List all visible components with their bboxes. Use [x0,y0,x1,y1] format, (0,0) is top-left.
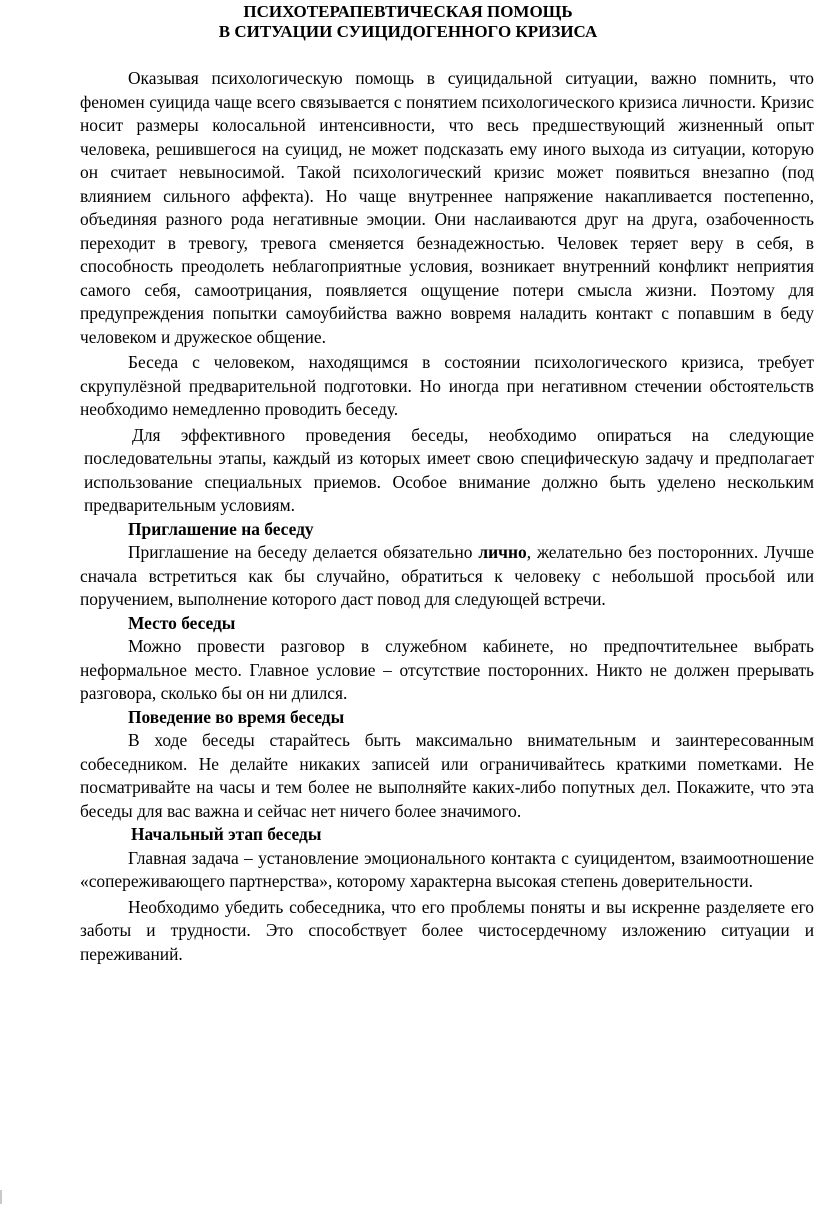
document-title-line-1: ПСИХОТЕРАПЕВТИЧЕСКАЯ ПОМОЩЬ [243,2,573,21]
edge-mark [0,1190,2,1204]
document-title-line-2: В СИТУАЦИИ СУИЦИДОГЕННОГО КРИЗИСА [218,22,598,41]
paragraph-empathy: Необходимо убедить собеседника, что его проблемы поняты и вы искренне разделяете его заботы и трудности. Это способствует более чистосердечному изложению ситуации и переживаний. [80,896,814,964]
heading-behavior: Поведение во время беседы [128,706,345,727]
document-body [80,67,814,966]
paragraph-stages: Для эффективного проведения беседы, необходимо опираться на следующие последовательны этапы, каждый из которых имеет свою специфическую задачу и предполагает использование специальных приемов. Особое внимание должно быть уделено нескольким предварительным условиям. [84,424,814,515]
heading-invitation: Приглашение на беседу [128,518,314,539]
heading-place: Место беседы [128,612,236,633]
invitation-text-end: , желательно без посторонних. Лучше сначала встретиться как бы случайно, обратиться к человеку с небольшой просьбой или поручением, выполнение которого даст повод для следующей встречи. [80,542,815,609]
paragraph-conversation: Беседа с человеком, находящимся в состоянии психологического кризиса, требует скрупулёзной предварительной подготовки. Но иногда при негативном стечении обстоятельств необходимо немедленно проводить беседу. [80,352,814,419]
paragraph-place: Можно провести разговор в служебном кабинете, но предпочтительнее выбрать неформальное место. Главное условие – отсутствие посторонних. Никто не должен прерывать разговора, сколько бы он ни длился. [80,636,814,703]
paragraph-initial-stage: Главная задача – установление эмоционального контакта с суицидентом, взаимоотношение «сопереживающего партнерства», которому характерна высокая степень доверительности. [80,847,814,891]
paragraph-behavior: В ходе беседы старайтесь быть максимально внимательным и заинтересованным собеседником. Не делайте никаких записей или ограничивайтесь краткими пометками. Не посматривайте на часы и тем более не выполняйте каких-либо попутных дел. Покажите, что эта беседы для вас важна и сейчас нет ничего более значимого. [80,730,814,821]
invitation-text-start: Приглашение на беседу делается обязательно [128,542,479,562]
invitation-emphasis: лично [478,542,527,562]
paragraph-intro: Оказывая психологическую помощь в суицидальной ситуации, важно помнить, что феномен суицида чаще всего связывается с понятием психологического кризиса личности. Кризис носит размеры колосальной интенсивности, что весь предшествующий жизненный опыт человека, решившегося на суицид, не может подсказать ему иного выхода из ситуации, которую он считает невыносимой. Такой психологический кризис может появиться внезапно (под влиянием сильного аффекта). Но чаще внутреннее напряжение накапливается постепенно, объединяя разного рода негативные эмоции. Они наслаиваются друг на друга, озабоченность переходит в тревогу, тревога сменяется безнадежностью. Человек теряет веру в себя, в способность преодолеть неблагоприятные условия, возникает внутренний конфликт неприятия самого себя, самоотрицания, появляется ощущение потери смысла жизни. Поэтому для предупреждения попытки самоубийства важно вовремя наладить контакт с попавшим в беду человеком и дружеское общение. [80,68,814,347]
paragraph-invitation [80,541,814,612]
heading-initial-stage: Начальный этап беседы [131,824,322,844]
